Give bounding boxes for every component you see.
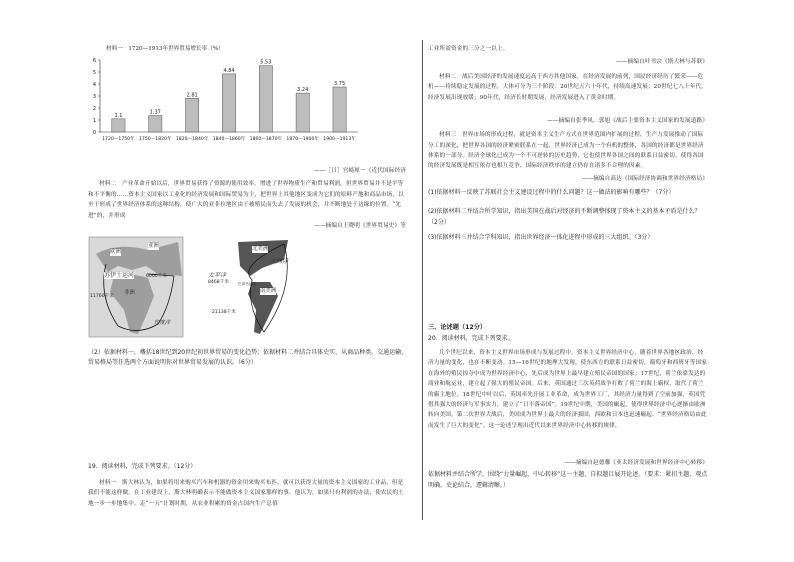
section-3-title: 三、论述题（12分） bbox=[428, 324, 487, 331]
right-source3: ——摘编自高达《国际经济协调和世界经济格局》 bbox=[581, 176, 708, 183]
question-20-requirement: 依据材料并结合所学，围绕“力量崛起，中心转移”这一主题，自拟题目展开论述。（要求：紧扣主题，观点明确，史论结合，逻辑清晰。） bbox=[428, 471, 708, 489]
bar-value-label: 2.81 bbox=[186, 92, 198, 99]
y-tick-label: 1 bbox=[92, 117, 96, 124]
map-label-asia: 亚洲 bbox=[148, 242, 159, 249]
right-line1: 工业所需资金的三分之一以上。 bbox=[428, 46, 509, 52]
right-q3: (3)依据材料三并结合学科知识，指出世界经济一体化进程中形成的三大组织。（3分） bbox=[428, 234, 654, 242]
map-label-indian-ocean: 印度洋 bbox=[154, 319, 171, 326]
bar bbox=[112, 119, 125, 132]
chart-source: ——［日］宫崎犀一《近代国际经济 bbox=[314, 168, 406, 174]
y-tick-label: 5 bbox=[92, 69, 96, 76]
bar bbox=[222, 74, 235, 132]
bar bbox=[186, 98, 199, 132]
y-tick-label: 3 bbox=[92, 93, 96, 100]
bar-value-label: 1.1 bbox=[114, 112, 123, 119]
bar bbox=[333, 87, 346, 132]
right-q2: (2)依据材料二并结合所学知识，指出美国在战后对经济的不断调整体现了资本主义的基本矛盾是什么？（2分） bbox=[428, 208, 701, 226]
right-q1: (1)依据材料一反映了苏联社会主义建设过程中的什么问题？这一做法的影响有哪些？（7分） bbox=[428, 188, 675, 196]
question-2: （2）依据材料一，概括18世纪到20世纪初世界贸易的变化趋势；依据材料二并结合具体史实，从商品种类、交通运输、贸易格局等任选两个方面说明你对世界贸易发展的认识。（6分） bbox=[88, 348, 408, 367]
map-label-panama: 巴拿马运河 bbox=[238, 281, 256, 286]
bar-value-label: 3.24 bbox=[297, 87, 309, 94]
question-20-title: 20．阅读材料，完成下列要求。 bbox=[428, 335, 514, 342]
canal-maps bbox=[88, 236, 408, 340]
right-material2: 材料二 战后美国经济的发展速度远高于西方其他国家，在经济发展的前列，国民经济经历了繁荣——危机——持续稳定发展的过程，大体可分为三个阶段：20世纪五六十年代，持续高速发展；20世纪七八十年代，经济发展出现放缓；90年代，经济长时期发展，经济发展进入了黄金时期。 bbox=[428, 73, 708, 101]
question-20-source: ——摘编自赵德馨《亚太经济发展和世界经济中心转移》 bbox=[564, 460, 708, 466]
map-label-south-america: 南美洲 bbox=[260, 287, 277, 294]
x-tick-label: 1720—1750年 bbox=[102, 137, 135, 142]
bar-value-label: 1.37 bbox=[149, 109, 161, 116]
bar-value-label: 4.84 bbox=[223, 67, 235, 74]
right-source2: ——摘编自张季风、郭旭《战后主要资本主义国家的发展道路》 bbox=[547, 117, 708, 124]
map-label-pacific: 太平洋 bbox=[208, 271, 227, 279]
chart-title: 材料一 1720—1913年世界贸易增长率（%） bbox=[106, 46, 224, 52]
y-tick-label: 2 bbox=[92, 105, 96, 112]
bar-value-label: 5.53 bbox=[260, 59, 272, 66]
y-tick-label: 6 bbox=[92, 57, 96, 64]
map-label-north-america: 北美洲 bbox=[252, 245, 269, 252]
map-label-africa: 非洲 bbox=[124, 289, 135, 296]
left-column bbox=[88, 44, 408, 507]
map-label-atlantic: 大西洋 bbox=[270, 257, 289, 265]
right-material3: 材料三 世界市场的形成过程，就是资本主义生产方式在世界范围内扩展的过程，生产力发展推动了国际分工的深化，把世界各国的经济紧密联系在一起，世界经济已成为一个有机的整体，各国的经济都是世界经济体系的一部分。经济全球化已成为一个不可逆转的历史趋势，它也使世界各国之间的联系日益密切，使得各国的经济发展既是相互依存也相互竞争，国际经济秩序的建立仍存在诸多不合理的因素。 bbox=[428, 132, 704, 170]
bar bbox=[259, 66, 272, 132]
x-tick-label: 1820—1840年 bbox=[175, 137, 209, 142]
material2-source: ——摘编自王晓明《世界贸易史》等 bbox=[314, 223, 406, 230]
map-label-dist1: 6000千米 bbox=[146, 273, 167, 279]
map-label-dist2: 11760千米 bbox=[90, 293, 114, 299]
bar-chart-block bbox=[88, 44, 406, 164]
question-20-text: 几个世纪以来，资本主义世界市场形成与发展过程中，资本主义世界经济中心，随着世界各地区政治、经济力量的变化，也在不断变动。15—16世纪的地理大发现，使东西方的联系日益密切，葡萄牙和西班牙等国家在海外的殖民掠夺中成为世界经济中心，先后成为世界上最早建立殖民帝国的国家；17世纪，荷兰依靠发达的商业和航运业，建立起了强大的殖民帝国。后来，英国通过三次英荷战争打败了荷兰的海上霸权，取代了荷兰的霸主地位。18世纪中叶以后，英国率先开展工业革命，成为世界工厂，其经济力量得到了空前加强，英国凭借其强大的经济与军事实力，建立了“日不落帝国”。19世纪中期，美国的崛起，使得世界经济中心逐渐由欧洲转向美国。第二次世界大战后，美国成为世界上最大的经济强国，西欧和日本也迅速崛起。“世界经济格局由此而发生了巨大的变化”。这一论述呈现出近代以来世界经济中心转移的规律。 bbox=[428, 350, 708, 429]
bar bbox=[296, 93, 309, 132]
right-source1: ——摘编自叶书宗《斯大林与苏联》 bbox=[616, 59, 708, 66]
question-19-title: 19．阅读材料，完成下列要求。（12分） bbox=[88, 463, 197, 470]
map-block bbox=[88, 236, 406, 340]
x-tick-label: 1870—1900年 bbox=[286, 137, 320, 142]
map-label-dist3: 8468千米 bbox=[208, 279, 229, 285]
map-label-europe: 欧洲 bbox=[110, 248, 121, 255]
map-label-dist4: 21138千米 bbox=[212, 309, 236, 315]
bar-chart bbox=[88, 54, 408, 164]
column-divider bbox=[422, 40, 423, 520]
question-19-text: 材料一 斯大林认为，如果将用来购买汽车和机器的资金用来购买布匹，就可以获得大量的资本主义国家的工业品，但是我们不能这样做。在工业建设上，斯大林明确表示不能做资本主义国家那样的事。他认为，如果只有利润的办法，使农民的土地一步一步地集中，走“一五”计划时期，从农业积累的资金占国内生产总值 bbox=[88, 480, 404, 507]
y-tick-label: 0 bbox=[92, 129, 96, 136]
x-tick-label: 1750—1820年 bbox=[138, 137, 172, 142]
x-tick-label: 1900—1913年 bbox=[323, 137, 356, 142]
x-tick-label: 1860—1870年 bbox=[249, 137, 283, 142]
y-tick-label: 4 bbox=[92, 81, 96, 88]
bar bbox=[149, 116, 162, 132]
map-label-suez: 苏伊士运河 bbox=[104, 271, 135, 279]
right-column bbox=[428, 44, 708, 489]
bar-value-label: 3.75 bbox=[334, 81, 346, 87]
x-tick-label: 1840—1860年 bbox=[212, 137, 246, 142]
material2-text: 材料二 产业革命开始以后，世界贸易获得了资源的使用效率，增进了世界物质生产和贸易利润。但世界贸易并不是平等和不平衡的……资本主义国家以工业化的经济发展和国际贸易为主，把世界上其他地区变成为它们的原料产地和商品市场，以至于形成了世界经济体系的这种结构，使广大的亚非拉地区由于被殖民而失去了发展的机会，并不断地处于边缘的位置。“先进”的，并形成 bbox=[88, 181, 404, 219]
